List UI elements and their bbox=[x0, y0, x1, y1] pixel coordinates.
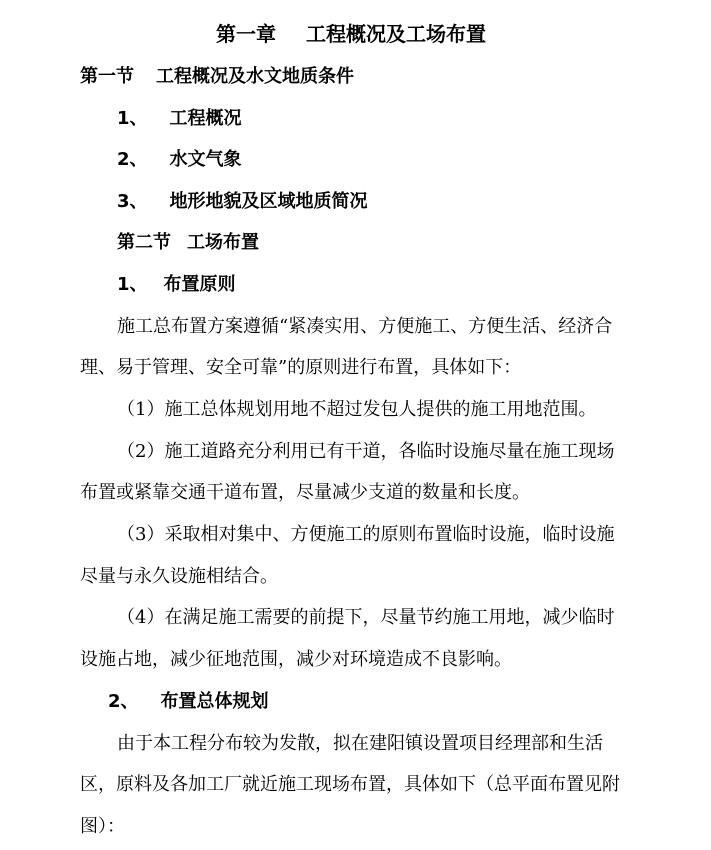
chapter-heading bbox=[216, 21, 486, 47]
subsection-heading-1 bbox=[117, 273, 236, 297]
paragraph-line: 理、易于管理、安全可靠”的原则进行布置，具体如下： bbox=[80, 357, 522, 378]
item-label: 地形地貌及区域地质简况 bbox=[169, 191, 368, 212]
rule-line: （3）采取相对集中、方便施工的原则布置临时设施，临时设施 bbox=[117, 524, 615, 545]
item-number: 1、 bbox=[117, 274, 148, 295]
rule-line: 设施占地，减少征地范围，减少对环境造成不良影响。 bbox=[80, 649, 512, 670]
item-label: 布置原则 bbox=[163, 274, 236, 295]
rule-line: （4）在满足施工需要的前提下，尽量节约施工用地，减少临时 bbox=[117, 607, 615, 628]
section-number: 第二节 bbox=[117, 232, 171, 253]
paragraph-line: 施工总布置方案遵循“紧凑实用、方便施工、方便生活、经济合 bbox=[117, 316, 613, 337]
item-number: 2、 bbox=[117, 149, 148, 170]
chapter-number: 第一章 bbox=[216, 22, 276, 46]
section-title: 工程概况及水文地质条件 bbox=[156, 66, 354, 87]
section-title: 工场布置 bbox=[187, 232, 259, 253]
section-heading-2 bbox=[117, 231, 259, 255]
section-number: 第一节 bbox=[80, 66, 134, 87]
list-item bbox=[117, 107, 242, 131]
item-number: 3、 bbox=[117, 191, 148, 212]
item-label: 工程概况 bbox=[169, 108, 242, 129]
item-number: 2、 bbox=[108, 691, 139, 712]
rule-line: （2）施工道路充分利用已有干道，各临时设施尽量在施工现场 bbox=[117, 441, 615, 462]
rule-line: 尽量与永久设施相结合。 bbox=[80, 566, 278, 587]
paragraph-line: 由于本工程分布较为发散，拟在建阳镇设置项目经理部和生活 bbox=[117, 733, 603, 754]
item-label: 水文气象 bbox=[169, 149, 242, 170]
list-item bbox=[117, 148, 242, 172]
rule-line: （1）施工总体规划用地不超过发包人提供的施工用地范围。 bbox=[117, 399, 597, 420]
paragraph-line: 图）： bbox=[80, 816, 125, 837]
paragraph-line: 区，原料及各加工厂就近施工现场布置，具体如下（总平面布置见附 bbox=[80, 774, 620, 795]
item-number: 1、 bbox=[117, 108, 148, 129]
rule-line: 布置或紧靠交通干道布置，尽量减少支道的数量和长度。 bbox=[80, 482, 530, 503]
chapter-title: 工程概况及工场布置 bbox=[306, 22, 486, 46]
subsection-heading-2 bbox=[108, 690, 269, 714]
item-label: 布置总体规划 bbox=[160, 691, 269, 712]
list-item bbox=[117, 190, 368, 214]
section-heading-1 bbox=[80, 65, 354, 89]
